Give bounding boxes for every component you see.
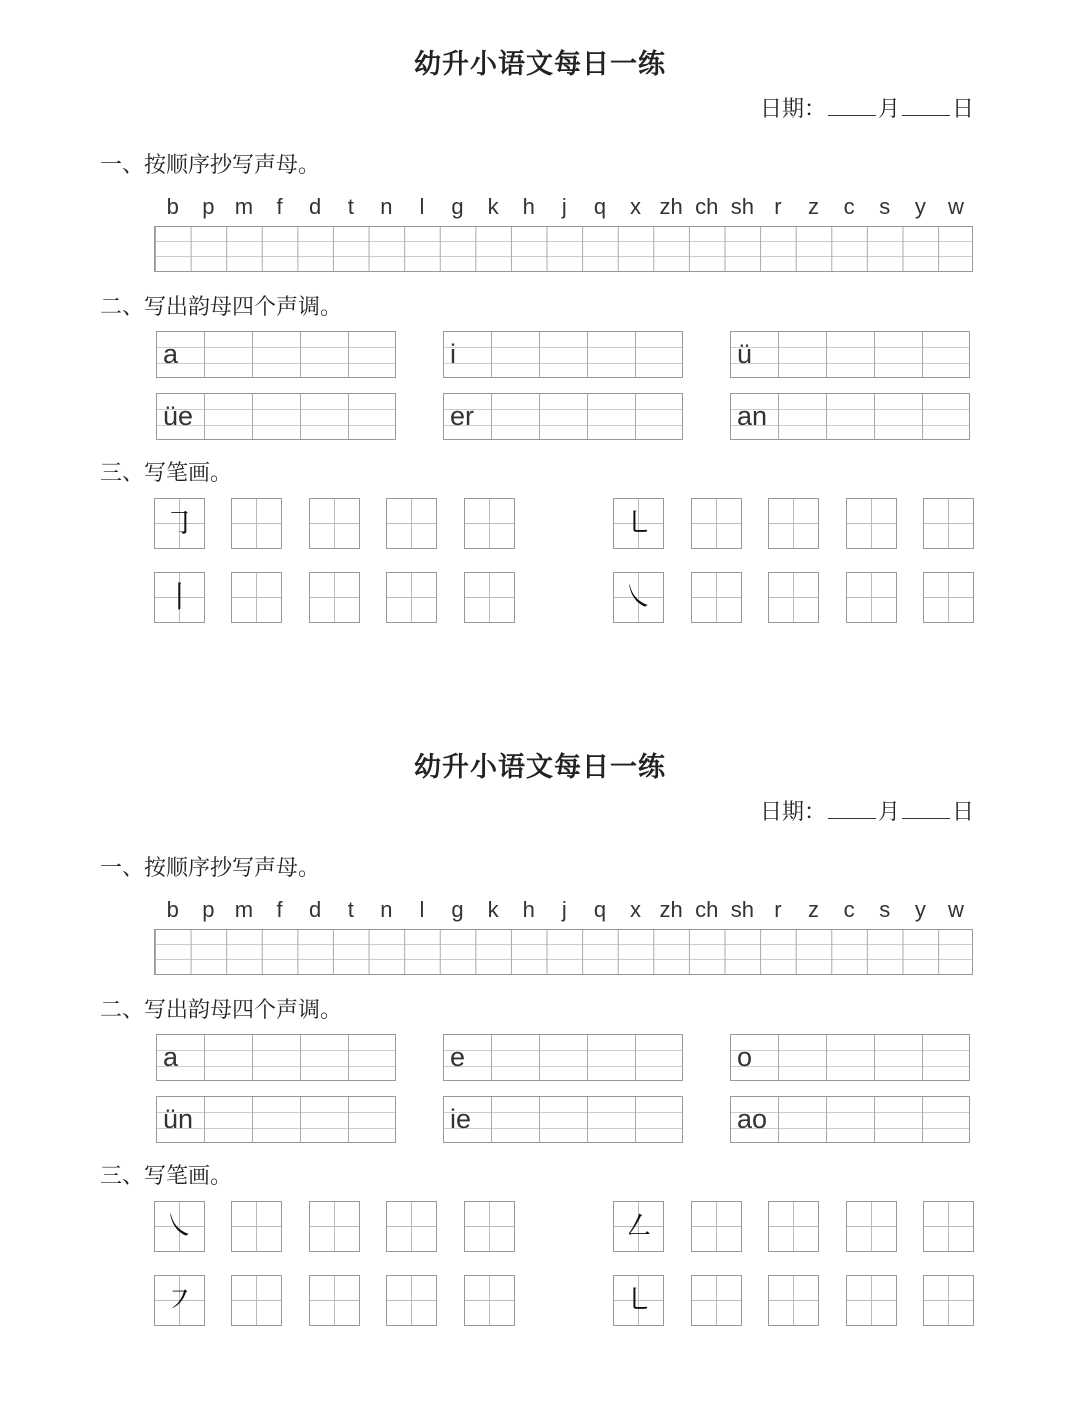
stroke-glyph: ㇜ (623, 1209, 654, 1244)
section1-heading: 一、按顺序抄写声母。 (100, 856, 321, 881)
stroke-glyph: ㇄ (623, 1283, 654, 1318)
day-blank[interactable] (902, 97, 950, 116)
stroke-glyph: 丨 (164, 580, 195, 615)
stroke-glyph: ㇄ (623, 506, 654, 541)
final-tone-box[interactable] (443, 1096, 683, 1143)
initial-letter: f (276, 194, 283, 219)
final-tone-box[interactable] (730, 331, 970, 378)
practice-cell[interactable] (923, 1201, 974, 1252)
initial-letter: q (593, 194, 607, 219)
practice-cell[interactable] (464, 498, 515, 549)
initial-letter: w (947, 897, 964, 922)
stroke-model-cell (154, 1275, 205, 1326)
worksheet-1 (0, 0, 1080, 702)
initial-letter: p (202, 897, 215, 922)
initials-writing-grid[interactable] (154, 929, 973, 975)
final-label: ün (163, 1104, 194, 1134)
initials-writing-grid[interactable] (154, 226, 973, 272)
final-tone-box[interactable] (730, 393, 970, 440)
practice-cell[interactable] (309, 1275, 360, 1326)
practice-cell[interactable] (231, 1275, 282, 1326)
section3-heading: 三、写笔画。 (100, 1164, 233, 1189)
month-blank[interactable] (828, 800, 876, 819)
final-tone-box[interactable] (156, 1096, 396, 1143)
final-tone-box[interactable] (443, 1034, 683, 1081)
date-label: 日期： (759, 800, 826, 825)
practice-cell[interactable] (846, 1275, 897, 1326)
final-tone-box[interactable] (730, 1034, 970, 1081)
section2-heading: 二、写出韵母四个声调。 (100, 998, 343, 1023)
practice-cell[interactable] (464, 572, 515, 623)
initial-letter: j (561, 194, 567, 219)
practice-cell[interactable] (691, 498, 742, 549)
final-label: o (737, 1042, 753, 1072)
date-line (760, 92, 974, 123)
initial-letter: l (419, 194, 425, 219)
section3-heading: 三、写笔画。 (100, 461, 233, 486)
initial-letter: x (630, 897, 642, 922)
initial-letter: sh (730, 897, 754, 922)
section1-heading: 一、按顺序抄写声母。 (100, 153, 321, 178)
worksheet-title: 幼升小语文每日一练 (414, 49, 666, 80)
initial-letter: ch (695, 194, 719, 219)
final-label: ie (450, 1104, 472, 1134)
initial-letter: l (419, 897, 425, 922)
practice-cell[interactable] (846, 1201, 897, 1252)
initial-letter: g (451, 897, 464, 922)
initial-letter: n (380, 897, 393, 922)
day-label: 日 (951, 97, 974, 122)
initial-letter: c (843, 194, 855, 219)
stroke-model-cell (613, 572, 664, 623)
practice-cell[interactable] (309, 1201, 360, 1252)
practice-cell[interactable] (846, 498, 897, 549)
initial-letter: d (309, 897, 322, 922)
initial-letter: s (879, 194, 891, 219)
practice-cell[interactable] (464, 1275, 515, 1326)
stroke-glyph: ㇆ (164, 506, 195, 541)
day-label: 日 (951, 800, 974, 825)
stroke-model-cell (613, 498, 664, 549)
stroke-glyph: ㇏ (623, 580, 654, 615)
practice-cell[interactable] (691, 1275, 742, 1326)
final-label: üe (163, 401, 194, 431)
practice-cell[interactable] (923, 572, 974, 623)
practice-cell[interactable] (768, 1275, 819, 1326)
practice-cell[interactable] (386, 572, 437, 623)
final-label: e (450, 1042, 466, 1072)
stroke-model-cell (154, 1201, 205, 1252)
initial-letter: r (774, 897, 782, 922)
stroke-model-cell (613, 1275, 664, 1326)
final-label: er (450, 401, 475, 431)
initial-letter: h (522, 194, 535, 219)
final-tone-box[interactable] (730, 1096, 970, 1143)
initial-letter: b (166, 194, 179, 219)
practice-cell[interactable] (923, 498, 974, 549)
final-tone-box[interactable] (156, 1034, 396, 1081)
practice-cell[interactable] (691, 572, 742, 623)
practice-cell[interactable] (231, 572, 282, 623)
initial-letter: z (808, 897, 820, 922)
worksheet-2 (0, 703, 1080, 1405)
practice-cell[interactable] (768, 498, 819, 549)
initial-letter: k (487, 897, 499, 922)
practice-cell[interactable] (231, 1201, 282, 1252)
stroke-model-cell (613, 1201, 664, 1252)
initial-letter: n (380, 194, 393, 219)
stroke-glyph: ㇏ (164, 1209, 195, 1244)
final-tone-box[interactable] (443, 393, 683, 440)
initial-letter: d (309, 194, 322, 219)
month-blank[interactable] (828, 97, 876, 116)
initial-letter: zh (659, 194, 683, 219)
practice-cell[interactable] (231, 498, 282, 549)
initial-letter: r (774, 194, 782, 219)
final-label: a (163, 339, 179, 369)
month-label: 月 (877, 97, 900, 122)
practice-cell[interactable] (768, 572, 819, 623)
initial-letter: zh (659, 897, 683, 922)
initial-letter: t (347, 897, 354, 922)
final-label: ü (737, 339, 753, 369)
initial-letter: z (808, 194, 820, 219)
final-label: ao (737, 1104, 768, 1134)
initial-letter: sh (730, 194, 754, 219)
initial-letter: h (522, 897, 535, 922)
practice-cell[interactable] (309, 498, 360, 549)
month-label: 月 (877, 800, 900, 825)
stroke-glyph: ㇇ (164, 1283, 195, 1318)
initial-letter: k (487, 194, 499, 219)
practice-cell[interactable] (386, 498, 437, 549)
practice-cell[interactable] (923, 1275, 974, 1326)
initial-letter: m (234, 897, 254, 922)
practice-cell[interactable] (309, 572, 360, 623)
initial-letter: w (947, 194, 964, 219)
initial-letter: m (234, 194, 254, 219)
final-label: a (163, 1042, 179, 1072)
practice-cell[interactable] (386, 1201, 437, 1252)
worksheet-title: 幼升小语文每日一练 (414, 752, 666, 783)
initial-letter: s (879, 897, 891, 922)
section2-heading: 二、写出韵母四个声调。 (100, 295, 343, 320)
initial-letter: f (276, 897, 283, 922)
day-blank[interactable] (902, 800, 950, 819)
stroke-model-cell (154, 572, 205, 623)
date-label: 日期： (759, 97, 826, 122)
stroke-model-cell (154, 498, 205, 549)
initial-letter: b (166, 897, 179, 922)
practice-cell[interactable] (464, 1201, 515, 1252)
initial-letter: c (843, 897, 855, 922)
initial-letter: q (593, 897, 607, 922)
final-tone-box[interactable] (156, 331, 396, 378)
practice-cell[interactable] (846, 572, 897, 623)
initial-letter: y (914, 194, 926, 219)
initial-letter: y (914, 897, 926, 922)
initials-row (155, 194, 975, 224)
practice-cell[interactable] (691, 1201, 742, 1252)
final-label: an (737, 401, 768, 431)
practice-cell[interactable] (386, 1275, 437, 1326)
final-tone-box[interactable] (156, 393, 396, 440)
initial-letter: p (202, 194, 215, 219)
final-label: i (450, 339, 456, 369)
date-line (760, 795, 974, 826)
initial-letter: j (561, 897, 567, 922)
final-tone-box[interactable] (443, 331, 683, 378)
practice-cell[interactable] (768, 1201, 819, 1252)
initials-row (155, 897, 975, 927)
initial-letter: t (347, 194, 354, 219)
initial-letter: x (630, 194, 642, 219)
initial-letter: ch (695, 897, 719, 922)
initial-letter: g (451, 194, 464, 219)
